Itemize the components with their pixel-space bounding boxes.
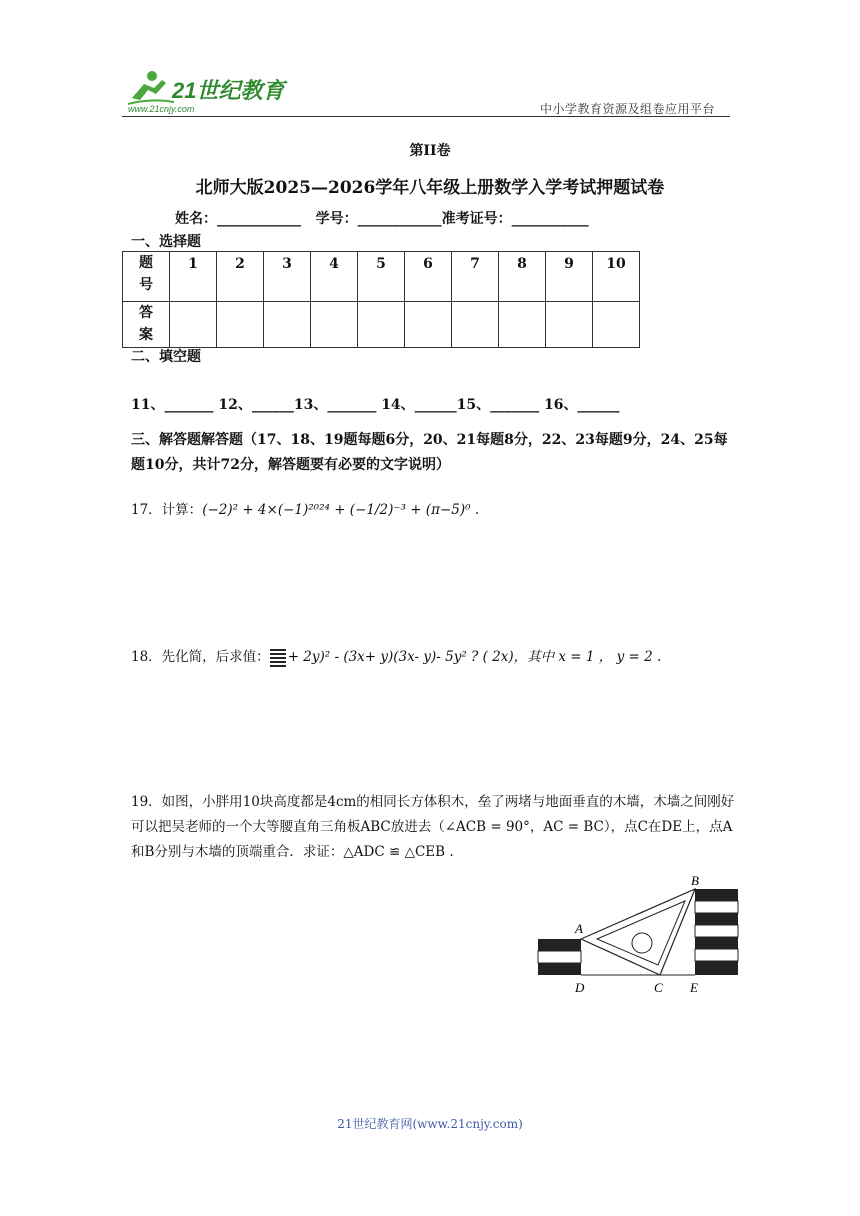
question-number-cell: 9 xyxy=(546,252,593,302)
answer-cell[interactable] xyxy=(593,302,640,348)
logo-graphic xyxy=(122,68,297,114)
label-b: B xyxy=(691,875,699,888)
question-number-cell: 4 xyxy=(311,252,358,302)
row-head-char: 题 xyxy=(139,255,153,271)
triangle-hole xyxy=(632,933,652,953)
header-platform-text: 中小学教育资源及组卷应用平台 xyxy=(540,102,716,116)
question-18 xyxy=(131,645,661,667)
question-number-cell: 5 xyxy=(358,252,405,302)
right-wall-block xyxy=(695,901,738,913)
logo-url: www.21cnjy.com xyxy=(128,104,195,114)
question-number-cell: 2 xyxy=(217,252,264,302)
right-wall-block xyxy=(695,925,738,937)
answer-cell[interactable] xyxy=(264,302,311,348)
answer-cell[interactable] xyxy=(311,302,358,348)
question-number-cell: 6 xyxy=(405,252,452,302)
volume-title: 第II卷 xyxy=(409,143,451,159)
row-head-answer xyxy=(123,302,170,348)
row-head-char: 答 xyxy=(139,305,153,321)
question-number-cell: 3 xyxy=(264,252,311,302)
left-wall-block xyxy=(538,939,581,951)
label-d: D xyxy=(575,980,585,995)
section1-title: 一、选择题 xyxy=(131,234,201,250)
student-info-line: 姓名：____________ 学号：____________准考证号：___________ xyxy=(175,211,589,227)
answer-cell[interactable] xyxy=(358,302,405,348)
question-19: 19．如图，小胖用10块高度都是4cm的相同长方体积木，垒了两堵与地面垂直的木墙，木墙之间刚好可以把吴老师的一个大等腰直角三角板ABC放进去（∠ACB = 90°，AC = BC），点C在DE上，点A和B分别与木墙的顶端重合．求证：△ADC ≌ △CEB . xyxy=(131,794,735,860)
question-17 xyxy=(131,498,479,518)
section2-title: 二、填空题 xyxy=(131,349,201,365)
exam-title: 北师大版2025—2026学年八年级上册数学入学考试押题试卷 xyxy=(195,178,665,198)
wall-triangle-figure xyxy=(535,875,745,1000)
figure-svg xyxy=(535,875,745,1000)
fill-in-blanks-line: 11、_______ 12、______13、_______ 14、______15、_______ 16、______ xyxy=(131,397,620,413)
q18-garbled-glyph xyxy=(270,649,286,667)
section3-title: 三、解答题解答题（17、18、19题每题6分，20、21每题8分，22、23每题9分，24、25每题10分，共计72分，解答题要有必要的文字说明） xyxy=(131,432,728,473)
question-number-cell: 8 xyxy=(499,252,546,302)
q18-prefix: 18．先化简，后求值： xyxy=(131,649,270,665)
label-c: C xyxy=(654,980,663,995)
right-wall-block xyxy=(695,913,738,925)
site-logo xyxy=(122,68,297,114)
q17-prefix: 17．计算： xyxy=(131,502,203,518)
left-wall-block xyxy=(538,951,581,963)
right-wall-block xyxy=(695,961,738,975)
answer-cell[interactable] xyxy=(499,302,546,348)
right-wall-block xyxy=(695,949,738,961)
question-number-cell: 1 xyxy=(170,252,217,302)
answer-cell[interactable] xyxy=(452,302,499,348)
right-wall-block xyxy=(695,937,738,949)
right-wall-block xyxy=(695,889,738,901)
row-head-number xyxy=(123,252,170,302)
answer-cell[interactable] xyxy=(217,302,264,348)
logo-text: 21世纪教育 xyxy=(172,78,285,103)
question-number-cell: 10 xyxy=(593,252,640,302)
table-row-numbers xyxy=(123,252,640,302)
answer-cell[interactable] xyxy=(405,302,452,348)
row-head-char: 号 xyxy=(139,277,153,293)
triangle-abc xyxy=(581,889,695,975)
label-a: A xyxy=(575,921,583,936)
header-divider xyxy=(122,116,730,117)
left-wall-block xyxy=(538,963,581,975)
question-number-cell: 7 xyxy=(452,252,499,302)
footer-text[interactable]: 21世纪教育网(www.21cnjy.com) xyxy=(337,1117,523,1131)
answer-cell[interactable] xyxy=(546,302,593,348)
answer-table xyxy=(122,251,640,348)
label-e: E xyxy=(690,980,698,995)
q18-expression: + 2y)² - (3x+ y)(3x- y)- 5y² ? ( 2x)，其中 x = 1 ， y = 2 . xyxy=(287,649,662,665)
row-head-char: 案 xyxy=(139,327,153,343)
answer-cell[interactable] xyxy=(170,302,217,348)
table-row-answers xyxy=(123,302,640,348)
q17-expression: (−2)² + 4×(−1)²⁰²⁴ + (−1/2)⁻³ + (π−5)⁰ . xyxy=(202,502,480,518)
